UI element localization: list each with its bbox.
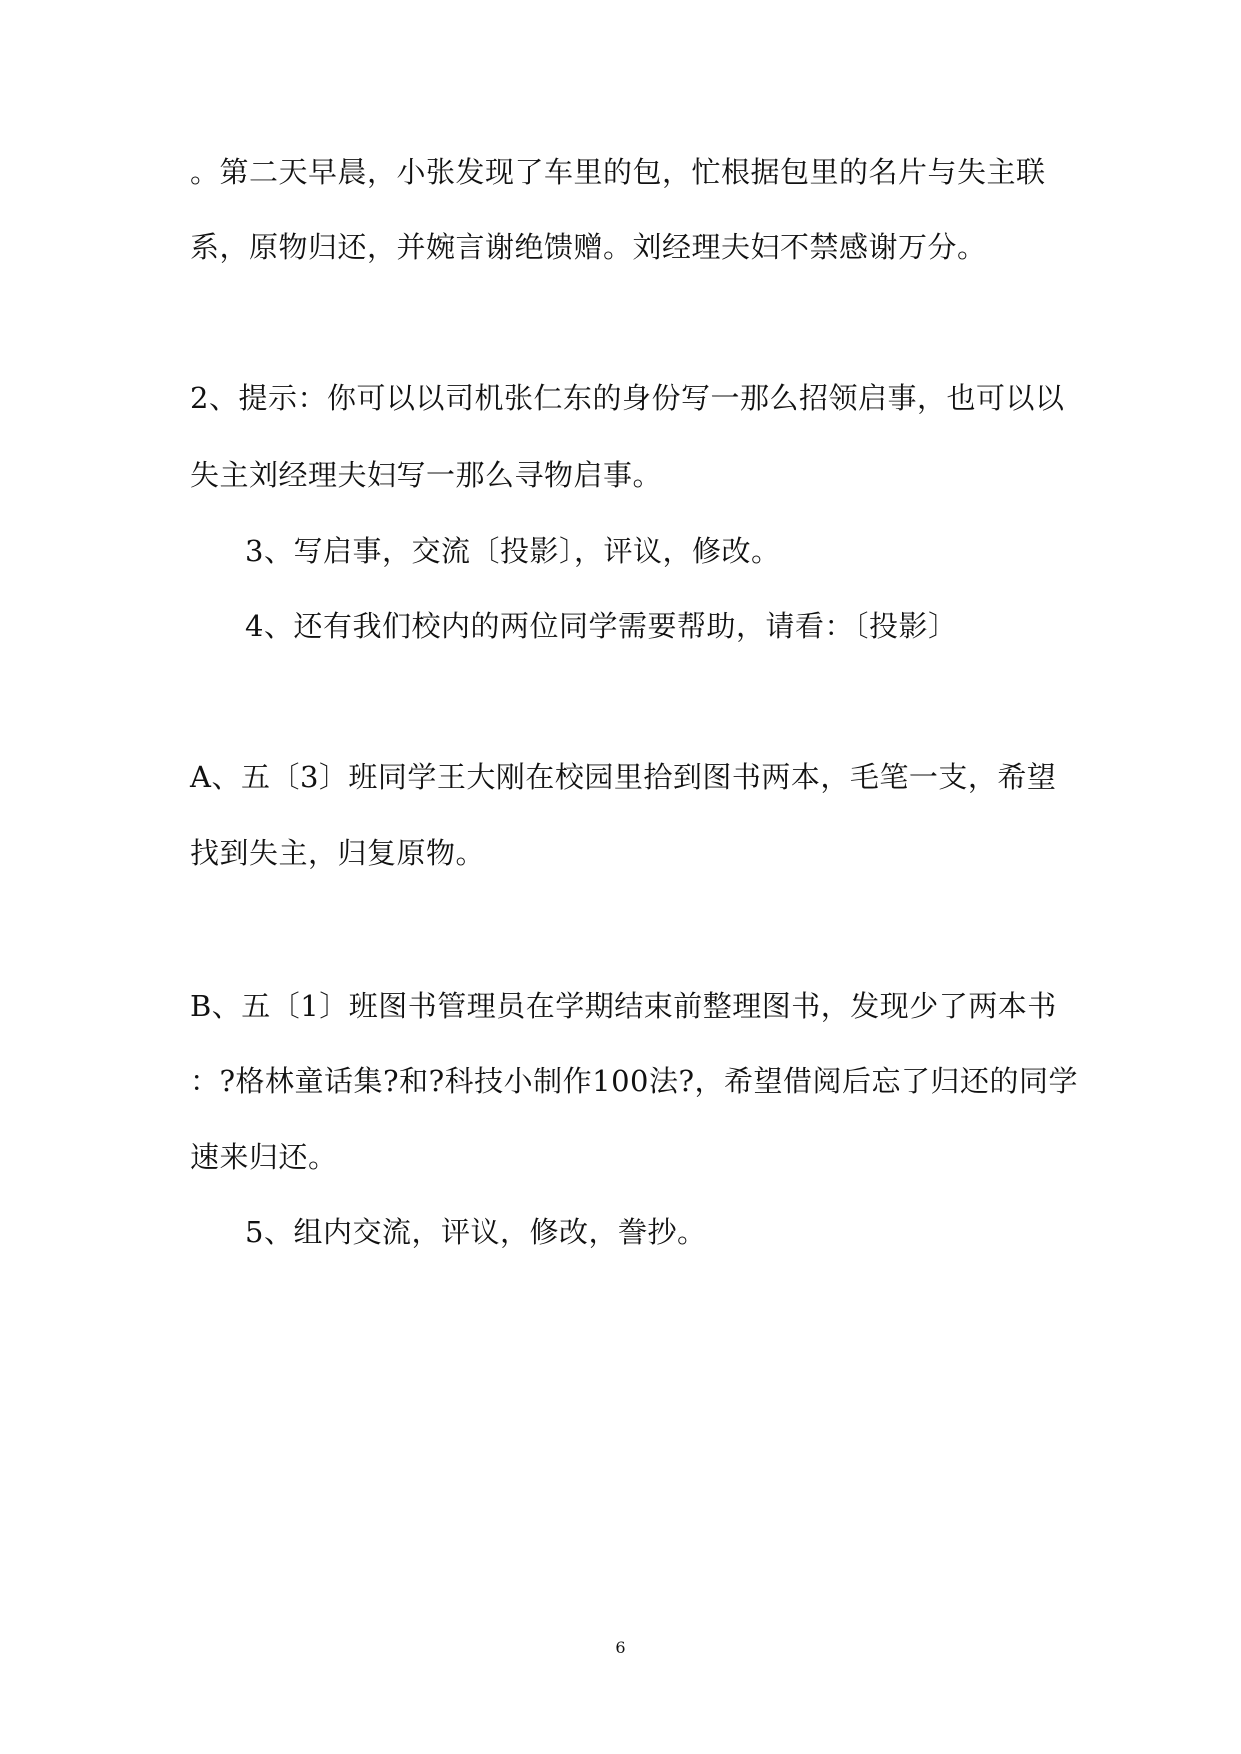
paragraph-line-4: 失主刘经理夫妇写一那么寻物启事。 bbox=[190, 458, 663, 492]
paragraph-line-11: 速来归还。 bbox=[190, 1140, 338, 1174]
page-number: 6 bbox=[615, 1638, 626, 1657]
paragraph-line-10: ：?格林童话集?和?科技小制作100法?，希望借阅后忘了归还的同学 bbox=[190, 1064, 1079, 1098]
paragraph-line-1: 。第二天早晨，小张发现了车里的包，忙根据包里的名片与失主联 bbox=[190, 155, 1046, 189]
paragraph-line-9: B、五〔1〕班图书管理员在学期结束前整理图书，发现少了两本书 bbox=[190, 989, 1057, 1023]
paragraph-line-2: 系，原物归还，并婉言谢绝馈赠。刘经理夫妇不禁感谢万分。 bbox=[190, 230, 987, 264]
paragraph-line-7: A、五〔3〕班同学王大刚在校园里拾到图书两本，毛笔一支，希望 bbox=[190, 760, 1057, 794]
paragraph-line-5: 3、写启事，交流〔投影〕，评议，修改。 bbox=[245, 534, 781, 568]
paragraph-line-3: 2、提示：你可以以司机张仁东的身份写一那么招领启事，也可以以 bbox=[190, 381, 1065, 415]
paragraph-line-8: 找到失主，归复原物。 bbox=[190, 836, 486, 870]
paragraph-line-12: 5、组内交流，评议，修改，誊抄。 bbox=[245, 1215, 707, 1249]
paragraph-line-6: 4、还有我们校内的两位同学需要帮助，请看：〔投影〕 bbox=[245, 609, 958, 643]
